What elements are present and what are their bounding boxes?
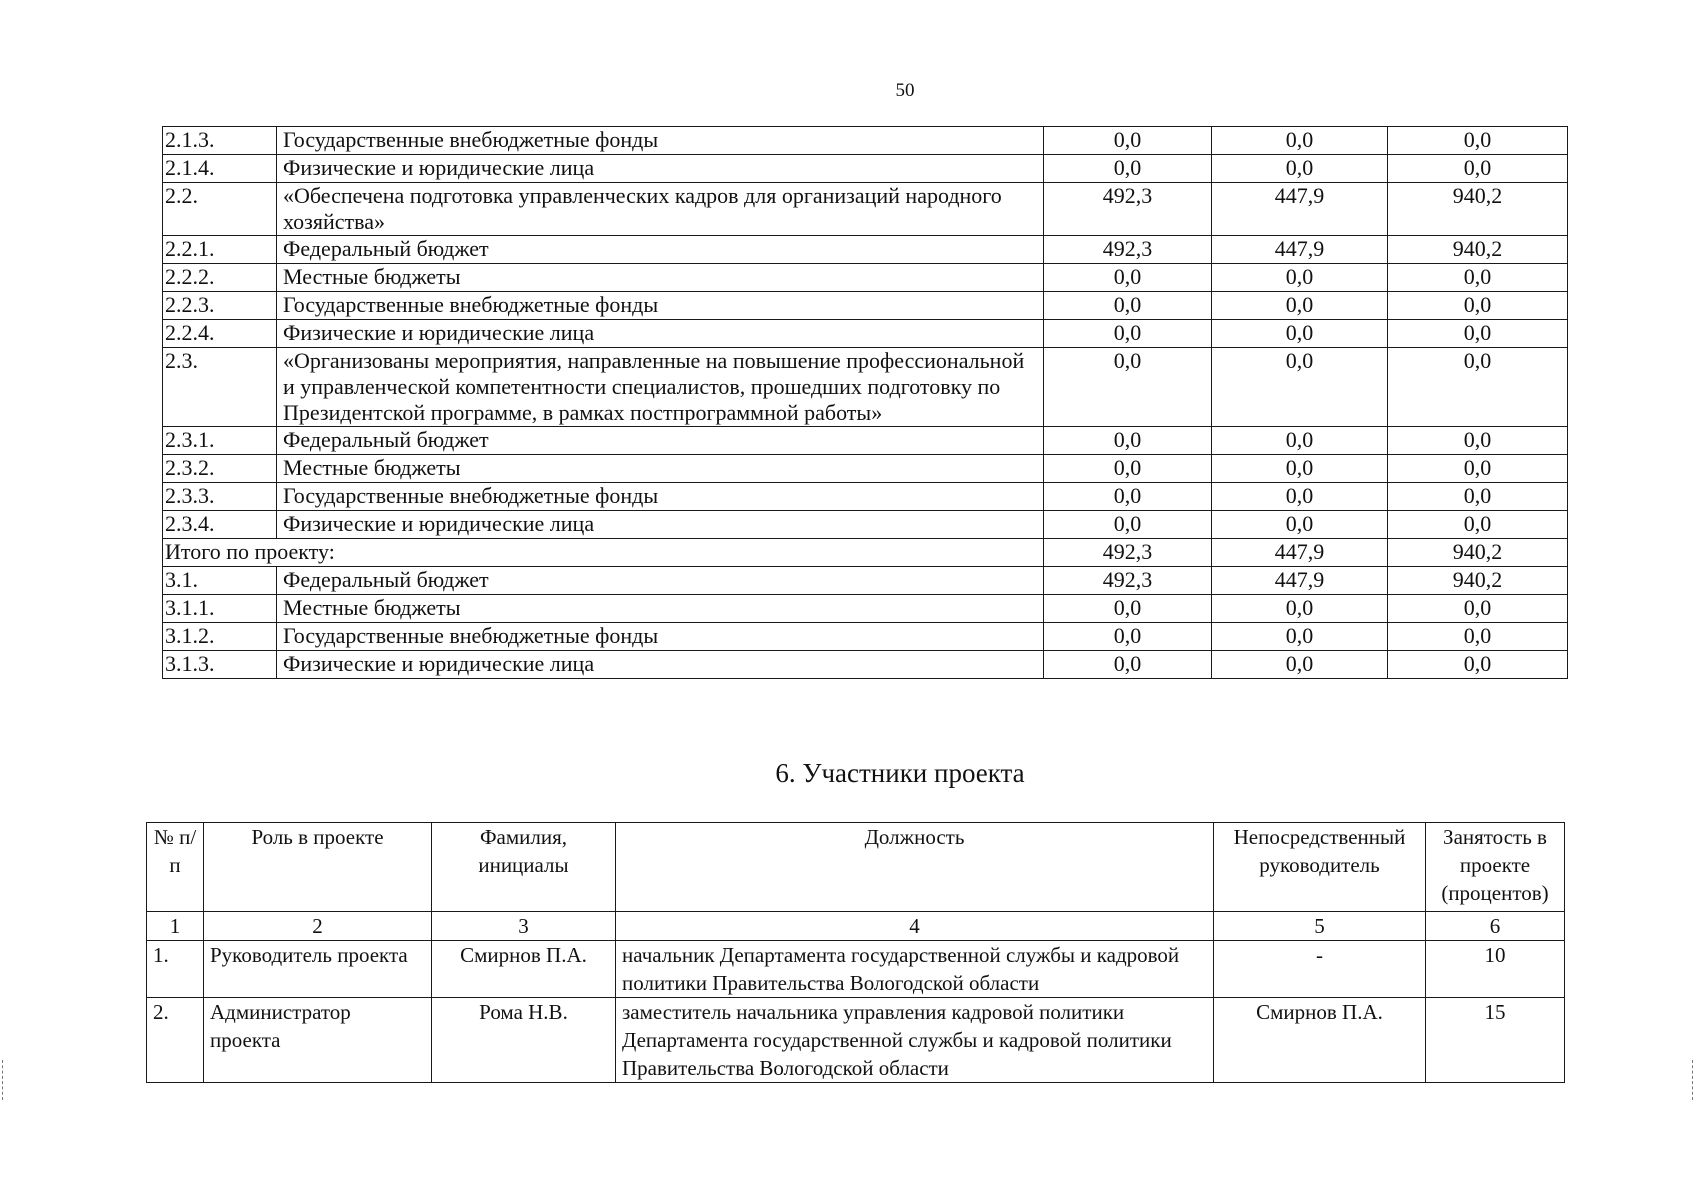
funding-row [163,155,1568,183]
value-year-2: 0,0 [1212,483,1388,511]
funding-row [163,623,1568,651]
value-total: 940,2 [1388,183,1568,236]
value-year-2: 0,0 [1212,320,1388,348]
value-year-1: 0,0 [1044,427,1212,455]
funding-row [163,567,1568,595]
value-year-2: 447,9 [1212,183,1388,236]
value-year-2: 0,0 [1212,155,1388,183]
page-number: 50 [895,80,915,101]
value-total: 0,0 [1388,427,1568,455]
funding-total-row [163,539,1568,567]
participant-role: Администратор проекта [204,998,432,1083]
funding-table [162,126,1568,679]
header-name: Фамилия, инициалы [432,823,616,912]
participant-name: Рома Н.В. [432,998,616,1083]
row-code: 3.1.3. [163,651,277,679]
header-position: Должность [616,823,1214,912]
participant-manager: - [1214,941,1426,998]
row-name: Федеральный бюджет [277,236,1044,264]
value-year-2: 0,0 [1212,623,1388,651]
participant-row [147,941,1565,998]
value-year-1: 0,0 [1044,348,1212,427]
value-year-1: 0,0 [1044,511,1212,539]
section-title: 6. Участники проекта [775,758,1025,788]
row-name: Федеральный бюджет [277,427,1044,455]
participant-position: начальник Департамента государственной службы и кадровой политики Правительства Вологодской области [616,941,1214,998]
value-year-1: 0,0 [1044,483,1212,511]
row-code: 2.2. [163,183,277,236]
funding-row [163,651,1568,679]
scan-edge-mark-left [2,1060,4,1100]
value-year-2: 0,0 [1212,455,1388,483]
funding-table-body [163,127,1568,679]
header-manager: Непосредственный руководитель [1214,823,1426,912]
row-name: «Организованы мероприятия, направленные на повышение профессиональной и управленческой компетентности специалистов, прошедших подготовку по Президентской программе, в рамках постпрограммной работы» [277,348,1044,427]
row-name: Физические и юридические лица [277,511,1044,539]
value-year-2: 0,0 [1212,595,1388,623]
value-total: 0,0 [1388,264,1568,292]
value-year-1: 0,0 [1044,455,1212,483]
column-number: 2 [204,912,432,941]
participant-row [147,998,1565,1083]
value-year-1: 0,0 [1044,320,1212,348]
row-code: 2.2.2. [163,264,277,292]
total-year-1: 492,3 [1044,539,1212,567]
funding-row [163,236,1568,264]
participants-table [146,822,1565,1083]
row-name: Местные бюджеты [277,455,1044,483]
header-employment: Занятость в проекте (процентов) [1426,823,1565,912]
value-year-1: 0,0 [1044,155,1212,183]
value-year-1: 492,3 [1044,567,1212,595]
scan-edge-mark-right [1692,1060,1694,1100]
row-name: Местные бюджеты [277,264,1044,292]
row-code: 3.1. [163,567,277,595]
row-code: 2.2.4. [163,320,277,348]
row-code: 2.3.1. [163,427,277,455]
value-year-1: 0,0 [1044,623,1212,651]
row-code: 2.2.3. [163,292,277,320]
value-year-2: 447,9 [1212,236,1388,264]
value-year-2: 0,0 [1212,127,1388,155]
row-name: Физические и юридические лица [277,651,1044,679]
participants-header-row [147,823,1565,912]
funding-row [163,348,1568,427]
value-year-2: 0,0 [1212,348,1388,427]
value-year-2: 0,0 [1212,651,1388,679]
column-number-row [147,912,1565,941]
value-year-2: 0,0 [1212,511,1388,539]
row-name: Государственные внебюджетные фонды [277,292,1044,320]
value-total: 0,0 [1388,483,1568,511]
row-name: «Обеспечена подготовка управленческих кадров для организаций народного хозяйства» [277,183,1044,236]
participant-employment: 10 [1426,941,1565,998]
funding-row [163,483,1568,511]
participant-name: Смирнов П.А. [432,941,616,998]
total-year-2: 447,9 [1212,539,1388,567]
row-code: 2.1.3. [163,127,277,155]
column-number: 3 [432,912,616,941]
participant-manager: Смирнов П.А. [1214,998,1426,1083]
participant-position: заместитель начальника управления кадровой политики Департамента государственной службы и кадровой политики Правительства Вологодской области [616,998,1214,1083]
value-total: 0,0 [1388,651,1568,679]
value-total: 0,0 [1388,511,1568,539]
value-total: 0,0 [1388,320,1568,348]
value-year-1: 0,0 [1044,292,1212,320]
value-year-1: 0,0 [1044,651,1212,679]
column-number: 1 [147,912,204,941]
row-name: Государственные внебюджетные фонды [277,483,1044,511]
row-code: 2.3.4. [163,511,277,539]
funding-row [163,127,1568,155]
participant-number: 2. [147,998,204,1083]
value-year-2: 447,9 [1212,567,1388,595]
row-code: 3.1.1. [163,595,277,623]
column-number: 6 [1426,912,1565,941]
value-year-1: 0,0 [1044,595,1212,623]
header-number: № п/п [147,823,204,912]
value-total: 0,0 [1388,292,1568,320]
participant-role: Руководитель проекта [204,941,432,998]
row-code: 2.3.3. [163,483,277,511]
funding-row [163,455,1568,483]
value-total: 0,0 [1388,623,1568,651]
value-total: 940,2 [1388,236,1568,264]
row-code: 2.2.1. [163,236,277,264]
value-total: 0,0 [1388,348,1568,427]
value-total: 0,0 [1388,595,1568,623]
row-code: 2.1.4. [163,155,277,183]
value-year-1: 0,0 [1044,127,1212,155]
column-number: 4 [616,912,1214,941]
funding-row [163,292,1568,320]
column-number: 5 [1214,912,1426,941]
value-total: 0,0 [1388,155,1568,183]
value-year-2: 0,0 [1212,427,1388,455]
funding-row [163,320,1568,348]
value-total: 940,2 [1388,567,1568,595]
total-label: Итого по проекту: [163,539,1044,567]
row-code: 3.1.2. [163,623,277,651]
row-name: Федеральный бюджет [277,567,1044,595]
header-role: Роль в проекте [204,823,432,912]
row-name: Государственные внебюджетные фонды [277,623,1044,651]
funding-row [163,427,1568,455]
value-year-1: 492,3 [1044,183,1212,236]
funding-row [163,595,1568,623]
value-year-2: 0,0 [1212,292,1388,320]
row-name: Местные бюджеты [277,595,1044,623]
participant-employment: 15 [1426,998,1565,1083]
value-total: 0,0 [1388,455,1568,483]
funding-row [163,264,1568,292]
row-name: Государственные внебюджетные фонды [277,127,1044,155]
value-year-1: 0,0 [1044,264,1212,292]
value-year-2: 0,0 [1212,264,1388,292]
funding-row [163,183,1568,236]
participant-number: 1. [147,941,204,998]
row-code: 2.3. [163,348,277,427]
row-code: 2.3.2. [163,455,277,483]
total-sum: 940,2 [1388,539,1568,567]
row-name: Физические и юридические лица [277,155,1044,183]
value-total: 0,0 [1388,127,1568,155]
funding-row [163,511,1568,539]
value-year-1: 492,3 [1044,236,1212,264]
row-name: Физические и юридические лица [277,320,1044,348]
